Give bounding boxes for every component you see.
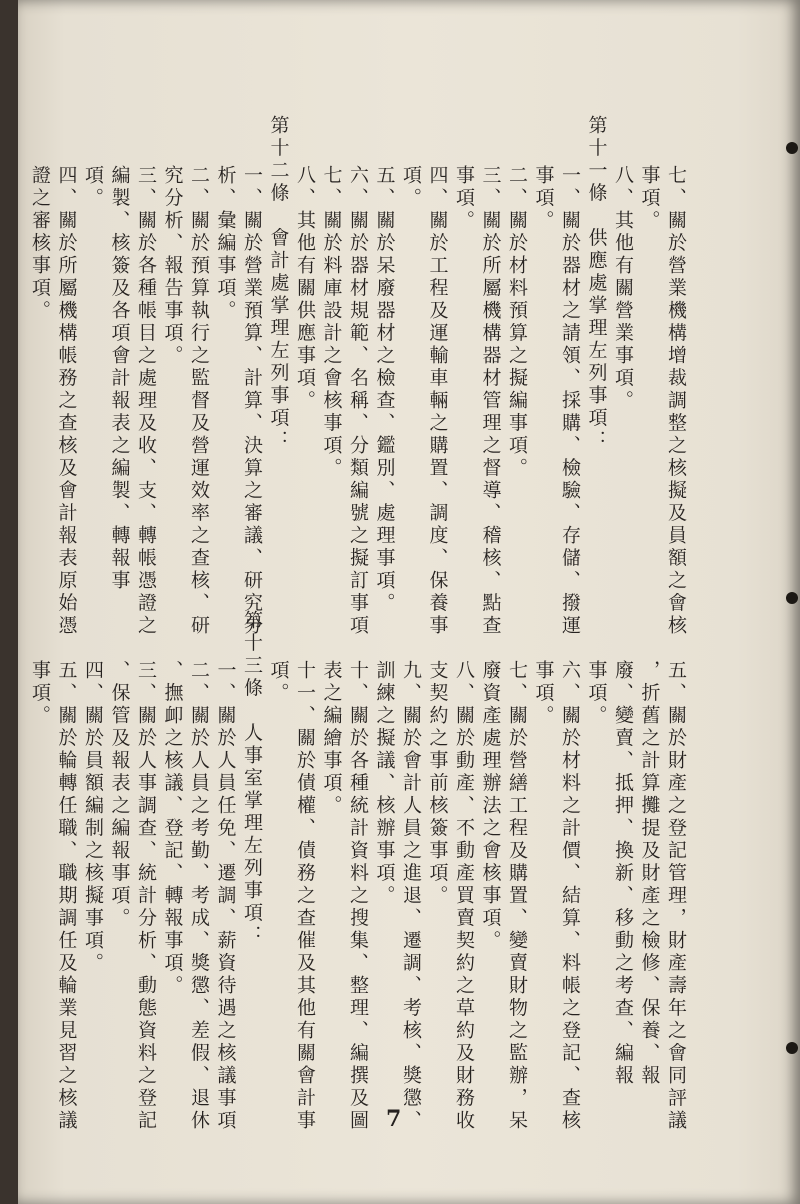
paper-sheet <box>18 0 800 1204</box>
text-column: 二、關於人員之考勤、考成、獎懲、差假、退休 <box>188 660 210 1133</box>
binder-hole-icon <box>786 1042 798 1054</box>
text-column: 事項。 <box>585 660 608 728</box>
text-column: 項。 <box>82 165 104 210</box>
binder-hole-icon <box>786 142 798 154</box>
text-column: 三、關於各種帳目之處理及收、支、轉帳憑證之 <box>135 165 157 638</box>
text-column: 八、其他有關營業事項。 <box>612 165 634 413</box>
text-column: 八、關於動產、不動產買賣契約之草約及財務收 <box>453 660 475 1133</box>
text-column: 五、關於財產之登記管理，財產壽年之會同評議 <box>665 660 687 1133</box>
text-column: 編製、核簽及各項會計報表之編製、轉報事 <box>108 165 131 593</box>
text-column: 六、關於材料之計價、結算、料帳之登記、查核 <box>559 660 581 1133</box>
text-column: 八、其他有關供應事項。 <box>294 165 316 413</box>
text-column: 一、關於人員任免、遷調、薪資待遇之核議事項 <box>214 660 237 1133</box>
text-column: 證之審核事項。 <box>29 165 51 323</box>
text-column: 七、關於料庫設計之會核事項。 <box>320 165 343 480</box>
text-column: 事項。 <box>453 165 475 233</box>
text-column: 項。 <box>400 165 422 210</box>
text-column: 廢、變賣、抵押、換新、移動之考查、編報 <box>612 660 634 1088</box>
text-column: 四、關於員額編制之核擬事項。 <box>82 660 104 975</box>
text-column: 、保管及報表之編報事項。 <box>108 660 131 930</box>
text-column: 五、關於呆廢器材之檢查、鑑別、處理事項。 <box>373 165 396 615</box>
text-column: 十、關於各種統計資料之搜集、整理、編撰及圖 <box>347 660 369 1133</box>
binder-hole-icon <box>786 592 798 604</box>
text-column: 事項。 <box>532 660 555 728</box>
text-column: 事項。 <box>29 660 51 728</box>
text-column: 四、關於工程及運輸車輛之購置、調度、保養事 <box>426 165 449 638</box>
page-number: 7 <box>386 1106 402 1132</box>
text-column: 七、關於營業機構增裁調整之核擬及員額之會核 <box>665 165 687 638</box>
text-column: 廢資產處理辦法之會核事項。 <box>479 660 502 953</box>
text-column: 支契約之事前核簽事項。 <box>426 660 449 908</box>
text-column: 四、關於所屬機構帳務之查核及會計報表原始憑 <box>55 165 78 638</box>
text-column: 析、彙編事項。 <box>214 165 237 323</box>
text-column: 事項。 <box>532 165 555 233</box>
text-column: 一、關於營業預算、計算、決算之審議、研究分 <box>241 165 263 638</box>
article-heading: 第十二條 會計處掌理左列事項： <box>267 115 290 453</box>
text-column: 訓練之擬議、核辦事項。 <box>373 660 396 908</box>
text-column: 五、關於輪轉任職、職期調任及輪業見習之核議 <box>55 660 78 1133</box>
text-column: 二、關於材料預算之擬編事項。 <box>506 165 528 480</box>
text-column: 九、關於會計人員之進退、遷調、考核、獎懲、 <box>400 660 422 1133</box>
article-heading: 第十一條 供應處掌理左列事項： <box>585 115 608 453</box>
text-column: 三、關於所屬機構器材管理之督導、稽核、點查 <box>479 165 502 638</box>
article-heading: 第十三條 人事室掌理左列事項： <box>241 610 263 948</box>
text-column: 七、關於營繕工程及購置、變賣財物之監辦，呆 <box>506 660 528 1133</box>
text-column: 、撫卹之核議、登記、轉報事項。 <box>161 660 184 998</box>
text-column: 項。 <box>267 660 290 705</box>
text-column: 事項。 <box>638 165 661 233</box>
text-column: 究分析、報告事項。 <box>161 165 184 368</box>
text-column: 十一、關於債權、債務之查催及其他有關會計事 <box>294 660 316 1133</box>
text-column: 一、關於器材之請領、採購、檢驗、存儲、撥運 <box>559 165 581 638</box>
text-column: 表之編繪事項。 <box>320 660 343 818</box>
text-column: 六、關於器材規範、名稱、分類編號之擬訂事項 <box>347 165 369 638</box>
text-column: 三、關於人事調查、統計分析、動態資料之登記 <box>135 660 157 1133</box>
text-column: ，折舊之計算攤提及財產之檢修、保養、報 <box>638 660 661 1088</box>
text-column: 二、關於預算執行之監督及營運效率之查核、研 <box>188 165 210 638</box>
